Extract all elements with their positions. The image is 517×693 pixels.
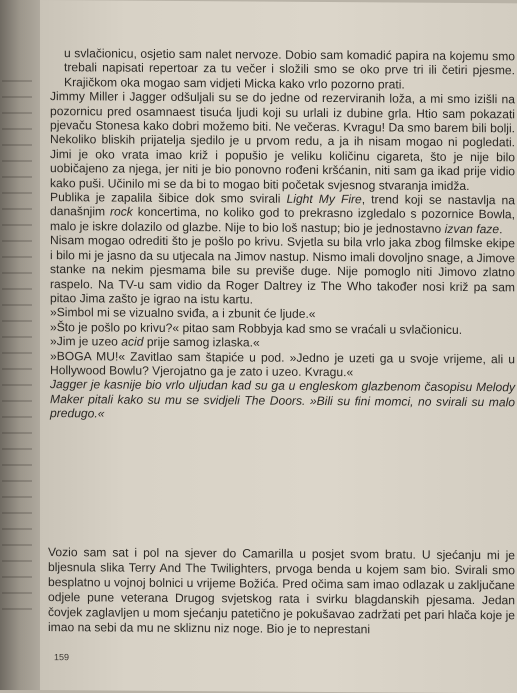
italic-phrase: izvan faze	[444, 221, 500, 237]
section-2-text	[48, 545, 515, 638]
book-spine	[0, 0, 44, 690]
quote-4: »BOGA MU!« Zavitlao sam štapiće u pod. »Jedno je uzeti ga u svoje vrijeme, ali u Hollywood Bowlu? Vjerojatno ga je zato i uzeo. Kvragu.«	[50, 348, 515, 380]
quote-3: »Jim je uzeo acid prije samog izlaska.«	[50, 334, 260, 350]
italic-word-rock: rock	[110, 204, 133, 220]
section-2-paragraph: Vozio sam sat i pol na sjever do Camarilla u posjet svom bratu. U sjećanju mi je bljesnula slika Terry And The Twilighters, prvoga benda u kojem sam bio. Svirali smo besplatno u vojnoj bolnici u vrijeme Božića. Pred očima sam imao odlazak u zaključane odjele pune veterana Drugog svjetskog rata i svirku blagdanskih pjesama. Jedan čovjek zaglavljen u mom sjećanju patetično je pokušavao zadržati pet pari hlača koje je imao na sebi da mu ne skliznu niz noge. Bio je to neprestani	[48, 545, 515, 636]
facing-page-edge	[2, 80, 32, 620]
book-page	[40, 0, 517, 693]
paragraph-1: u svlačionicu, osjetio sam nalet nervoze. Dobio sam komadić papira na kojemu smo trebali napisati repertoar za tu večer i složili smo se oko prve tri ili četiri pjesme. Krajičkom oka mogao sam vidjeti Micka kako vrlo pozorno prati.	[64, 46, 515, 92]
main-text	[50, 46, 515, 424]
italic-paragraph: Jagger je kasnije bio vrlo uljudan kad su ga u engleskom glazbenom časopisu Melody Maker pitali kako su mu se svidjeli The Doors. »Bili su fini momci, no svirali su malo predugo.«	[50, 377, 515, 421]
paragraph-4: Nisam mogao odrediti što je pošlo po krivu. Svjetla su bila vrlo jaka zbog filmske ekipe i bilo mi je jasno da su utjecala na Jimov nastup. Nismo imali dovoljno snage, a Jimove stanke na nekim pjesmama bile su previše duge. Nije pomoglo niti Jimovo zlatno raspelo. Na TV-u sam vidio da Roger Daltrey iz The Who također nosi križ pa sam pitao Jima zašto je igrao na istu kartu.	[50, 233, 515, 307]
song-title: Light My Fire	[286, 191, 362, 207]
page-number: 159	[54, 652, 70, 663]
quote-1: »Simbol mi se vizualno sviđa, a i zbunit će ljude.«	[50, 305, 316, 322]
italic-word-acid: acid	[121, 334, 144, 349]
quote-2: »Što je pošlo po krivu?« pitao sam Robbyja kad smo se vraćali u svlačionicu.	[50, 319, 463, 337]
paragraph-2: Jimmy Miller i Jagger odšuljali su se do jedne od rezerviranih loža, a mi smo izišli na pozornicu pred osamnaest tisuća ljudi koji su urlali iz dubine grla. Htio sam pokazati pjevaču Stonesa kako dobri možemo biti. Ne večeras. Kvragu! Da smo barem bili bolji. Nekoliko bliskih prijatelja sjedilo je u prvom redu, a ja ih nisam mogao ni pogledati. Jimi je oko vrata imao križ i popušio je veliku količinu cigareta, što je nije bilo uobičajeno za njega, jer niti je bio ponovno rođeni kršćanin, niti sam ga ikad prije vidio kako puši. Učinilo mi se da bi to mogao biti početak svjesnog stvaranja imidža.	[50, 89, 515, 193]
paragraph-3: Publika je zapalila šibice dok smo svirali Light My Fire, trend koji se nastavlja na današnjim rock koncertima, no koliko god to prekrasno izgledalo s pozornice Bowla, malo je iskre dolazilo od glazbe. Nije to bio loš nastup; bio je jednostavno izvan faze.	[50, 190, 515, 237]
